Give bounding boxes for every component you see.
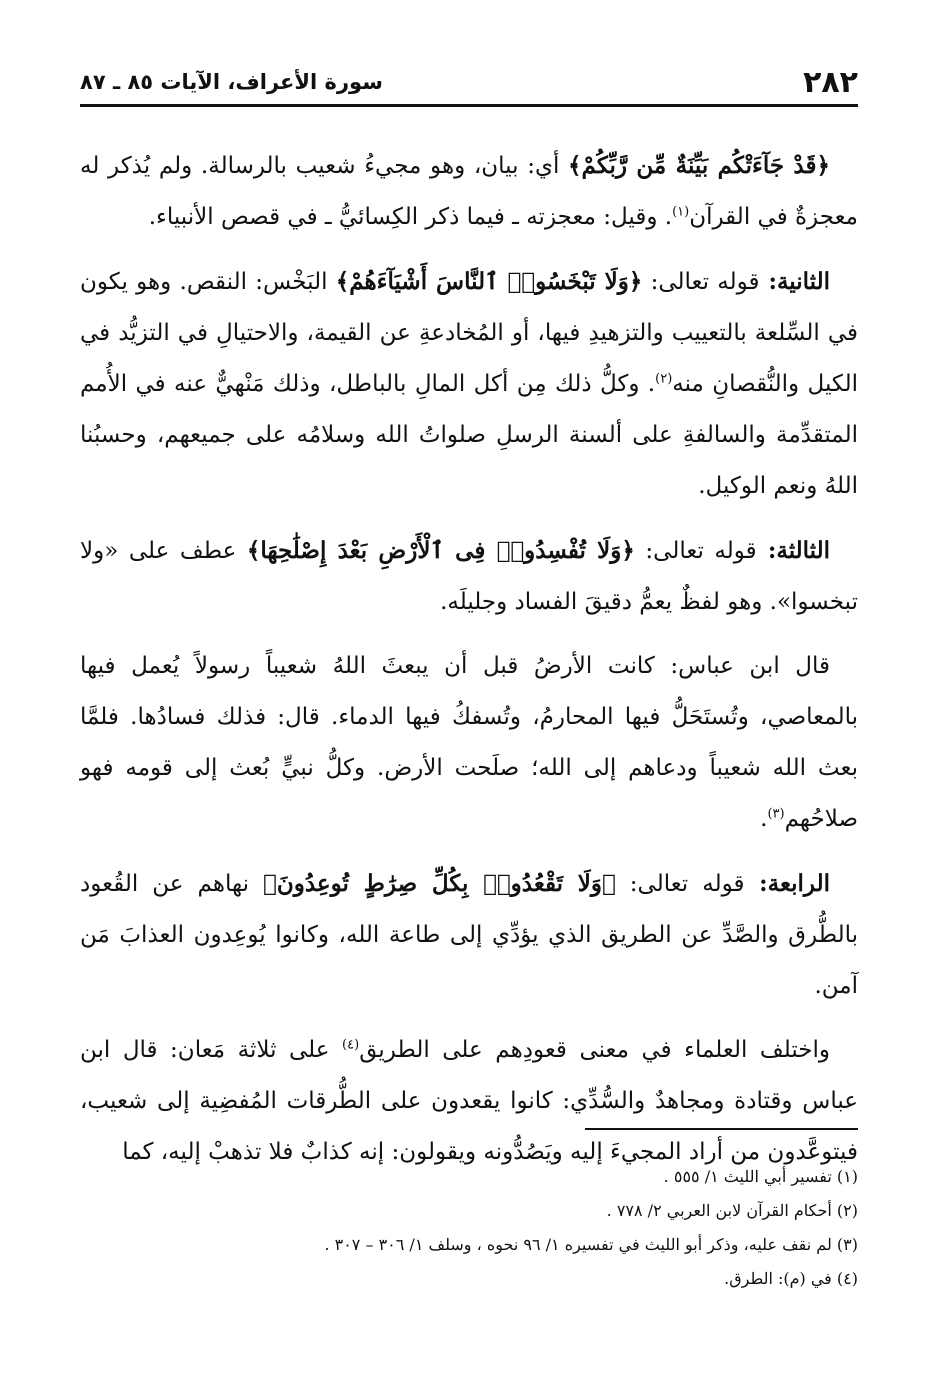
paragraph-6 [80, 1025, 858, 1178]
paragraph-text: البَخْس: النقص. وهو يكون في السِّلعة بالتعييب والتزهيدِ فيها، أو المُخادعةِ عن القيمة، والاحتيالِ في التزيُّد في الكيل والنُّقصانِ منه [80, 269, 858, 397]
paragraph-text: نهاهم عن القُعود بالطُّرق والصَّدِّ عن الطريق الذي يؤدِّي إلى طاعة الله، وكانوا يُوعِدون العذابَ مَن آمن. [80, 871, 858, 999]
footnote-separator [585, 1128, 858, 1130]
footnote-ref: (٣) [767, 806, 785, 822]
paragraph-text: أي: بيان، وهو مجيءُ شعيب بالرسالة. ولم يُذكر له معجزةٌ في القرآن [80, 153, 858, 230]
paragraph-text: قال ابن عباس: كانت الأرضُ قبل أن يبعثَ اللهُ شعيباً رسولاً يُعمل فيها بالمعاصي، وتُستَحَلُّ فيها المحارمُ، وتُسفكُ فيها الدماء. قال: فذلك فسادُها. فلمَّا بعث الله شعيباً ودعاهم إلى الله؛ صلَحت الأرض. وكلُّ نبيٍّ بُعث إلى قومه فهو صلاحُهم [80, 653, 858, 832]
paragraph-2 [80, 256, 858, 512]
paragraph-text-cont: . وكلُّ ذلك مِن أكل المالِ بالباطل، وذلك مَنْهيٌّ عنه في الأُمم المتقدِّمة والسالفةِ على ألسنة الرسلِ صلواتُ الله وسلامُه على جميعهم، وحسبُنا اللهُ ونعم الوكيل. [80, 371, 858, 499]
footnotes [80, 1160, 858, 1296]
footnote-ref: (١) [672, 204, 690, 220]
issue-heading: الرابعة: [744, 870, 830, 897]
footnote-4: (٤) في (م): الطرق. [724, 1269, 858, 1288]
footnote-ref: (٢) [655, 371, 673, 387]
footnote-ref: (٤) [342, 1037, 360, 1053]
paragraph-4 [80, 641, 858, 845]
quran-verse: ﴿وَلَا تُفْسِدُوا۟ فِى ٱلْأَرْضِ بَعْدَ إِصْلَٰحِهَا﴾ [246, 537, 635, 564]
paragraph-text-cont: على ثلاثة مَعان: قال ابن عباس وقتادة ومجاهدٌ والسُّدِّي: كانوا يقعدون على الطُّرقات المُفضِية إلى شعيب، فيتوعَّدون من أراد المجيءَ إليه ويَصُدُّونه ويقولون: إنه كذابٌ فلا تذهبْ إليه، كما [80, 1037, 858, 1165]
quran-verse: ﴿وَلَا تَبْخَسُوا۟ ٱلنَّاسَ أَشْيَآءَهُمْ﴾ [335, 268, 643, 295]
header-rule [80, 104, 858, 107]
quran-verse: ﴿وَلَا تَقْعُدُوا۟ بِكُلِّ صِرَٰطٍ تُوعِدُونَ﴾ [263, 870, 616, 897]
verse-intro: قوله تعالى: [634, 538, 757, 564]
footnote-3: (٣) لم نقف عليه، وذكر أبو الليث في تفسيره ١/ ٩٦ نحوه ، وسلف ١/ ٣٠٦ – ٣٠٧ . [324, 1235, 858, 1254]
paragraph-text: واختلف العلماء في معنى قعودِهم على الطريق [359, 1037, 831, 1063]
paragraph-text: عطف على «ولا تبخسوا». وهو لفظٌ يعمُّ دقيقَ الفساد وجليلَه. [80, 538, 858, 615]
footnote-2: (٢) أحكام القرآن لابن العربي ٢/ ٧٧٨ . [606, 1201, 858, 1220]
footnote-1: (١) تفسير أبي الليث ١/ ٥٥٥ . [663, 1167, 858, 1186]
main-text [80, 140, 858, 1191]
paragraph-text-cont: . وقيل: معجزته ـ فيما ذكر الكِسائيُّ ـ في قصص الأنبياء. [148, 204, 673, 230]
paragraph-3 [80, 525, 858, 628]
page-header [80, 62, 858, 102]
verse-intro: قوله تعالى: [642, 269, 760, 295]
paragraph-1 [80, 140, 858, 243]
page-number: ٢٨٢ [803, 64, 858, 100]
verse-intro: قوله تعالى: [615, 871, 745, 897]
issue-heading: الثانية: [759, 268, 830, 295]
paragraph-5 [80, 858, 858, 1012]
running-title: سورة الأعراف، الآيات ٨٥ ـ ٨٧ [80, 70, 383, 94]
issue-heading: الثالثة: [756, 537, 831, 564]
paragraph-text-cont: . [760, 806, 768, 832]
quran-verse: ﴿قَدْ جَآءَتْكُم بَيِّنَةٌ مِّن رَّبِّكُمْ﴾ [568, 152, 830, 179]
